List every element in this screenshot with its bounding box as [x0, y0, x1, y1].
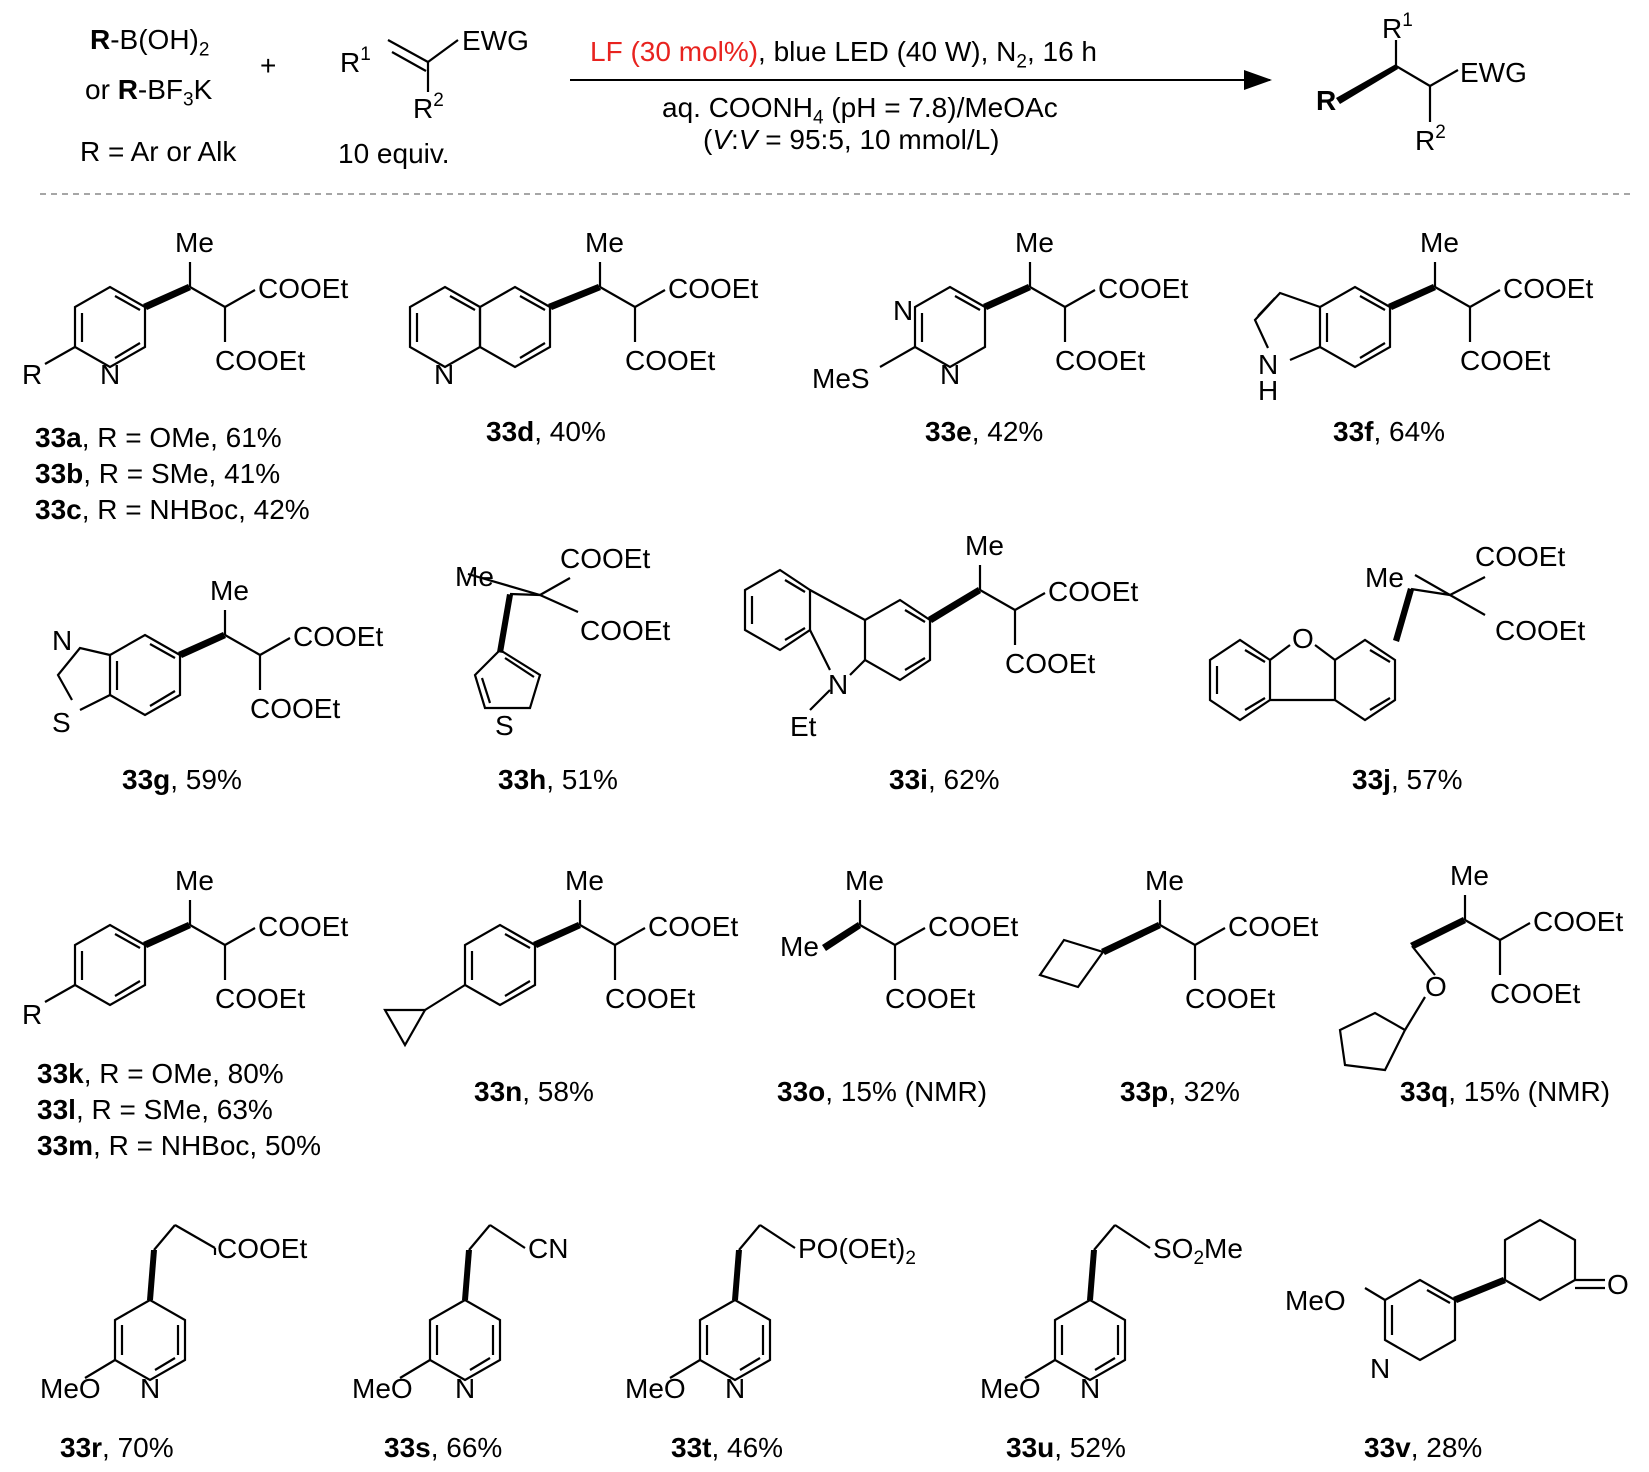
product-r1: $R^1$	[1382, 10, 1413, 44]
label-33e: 33e, 42%	[925, 416, 1044, 447]
product-r2: $R^2$	[1415, 122, 1446, 156]
so2me-33u: $SO_2Me$	[1153, 1233, 1243, 1269]
n-33f: N	[1258, 349, 1279, 380]
me-33p: Me	[1145, 865, 1184, 896]
label-33u: 33u, 52%	[1006, 1432, 1126, 1463]
alkene-equiv: 10 equiv.	[338, 138, 450, 169]
cooet-33k-1: COOEt	[258, 911, 349, 942]
o-33j: O	[1292, 623, 1314, 654]
label-33j: 33j, 57%	[1352, 764, 1463, 795]
reagent-boronic-acid: $R-B(OH)_2$	[90, 24, 210, 61]
cooet-33g-2: COOEt	[250, 693, 341, 724]
n-33t: N	[725, 1373, 746, 1404]
label-33f: 33f, 64%	[1333, 416, 1446, 447]
structure-33o	[860, 900, 925, 980]
r-33a: R	[22, 359, 43, 390]
cooet-33p-1: COOEt	[1228, 911, 1319, 942]
structure-33u	[1025, 1225, 1150, 1380]
cooet-33o-2: COOEt	[885, 983, 976, 1014]
me-33e: Me	[1015, 227, 1054, 258]
n-33e-2: N	[940, 359, 961, 390]
label-33p: 33p, 32%	[1120, 1076, 1240, 1107]
label-33r: 33r, 70%	[60, 1432, 174, 1463]
cooet-33f-1: COOEt	[1503, 273, 1594, 304]
me-33d: Me	[585, 227, 624, 258]
cooet-33e-1: COOEt	[1098, 273, 1189, 304]
label-33l: 33l, R = SMe, 63%	[37, 1094, 273, 1125]
o-33v: O	[1607, 1269, 1629, 1300]
cooet-33r: COOEt	[217, 1233, 308, 1264]
cooet-33g-1: COOEt	[293, 621, 384, 652]
cooet-33q-1: COOEt	[1533, 906, 1624, 937]
cooet-33j-1: COOEt	[1475, 541, 1566, 572]
label-33s: 33s, 66%	[384, 1432, 503, 1463]
n-33u: N	[1080, 1373, 1101, 1404]
alkene-reactant	[388, 40, 458, 92]
label-33k: 33k, R = OMe, 80%	[37, 1058, 284, 1089]
reagent-trifluoroborate: or $R-BF_3K$	[85, 74, 213, 111]
alkene-ewg: EWG	[462, 25, 529, 56]
solvent-conditions: aq. $COONH_4$ (pH = 7.8)/MeOAc	[662, 92, 1058, 129]
n-33e-1: N	[893, 295, 914, 326]
me-33o-1: Me	[845, 865, 884, 896]
structure-33n	[385, 900, 645, 1045]
photocatalyst-label: LF (30 mol%)	[590, 36, 759, 67]
cooet-33h-2: COOEt	[580, 615, 671, 646]
structure-33r	[85, 1225, 215, 1380]
label-33t: 33t, 46%	[671, 1432, 784, 1463]
me-33o-2: Me	[780, 931, 819, 962]
cooet-33p-2: COOEt	[1185, 983, 1276, 1014]
solvent-ratio: (V:V = 95:5, 10 mmol/L)	[703, 124, 1000, 155]
product-r: R	[1316, 85, 1337, 116]
n-33i: N	[828, 669, 849, 700]
cooet-33d-2: COOEt	[625, 345, 716, 376]
reaction-conditions: LF (30 mol%), blue LED (40 W), $N_2$, 16 h	[590, 36, 1097, 73]
cooet-33i-2: COOEt	[1005, 648, 1096, 679]
po-33t: $PO(OEt)_2$	[798, 1233, 916, 1269]
me-33n: Me	[565, 865, 604, 896]
n-33s: N	[455, 1373, 476, 1404]
structure-33i	[745, 565, 1045, 710]
cooet-33a-2: COOEt	[215, 345, 306, 376]
product-ewg: EWG	[1460, 57, 1527, 88]
cooet-33k-2: COOEt	[215, 983, 306, 1014]
s-33g: S	[52, 707, 71, 738]
n-33v: N	[1370, 1353, 1391, 1384]
cooet-33e-2: COOEt	[1055, 345, 1146, 376]
me-33f: Me	[1420, 227, 1459, 258]
meo-33r: MeO	[40, 1373, 101, 1404]
label-33q: 33q, 15% (NMR)	[1400, 1076, 1611, 1107]
label-33h: 33h, 51%	[498, 764, 618, 795]
et-33i: Et	[790, 711, 817, 742]
cooet-33d-1: COOEt	[668, 273, 759, 304]
cooet-33i-1: COOEt	[1048, 576, 1139, 607]
cooet-33a-1: COOEt	[258, 273, 349, 304]
label-33g: 33g, 59%	[122, 764, 242, 795]
label-33d: 33d, 40%	[486, 416, 606, 447]
mes-33e: MeS	[812, 363, 870, 394]
n-33r: N	[140, 1373, 161, 1404]
reagent-r-definition: R = Ar or Alk	[80, 136, 237, 167]
cooet-33h-1: COOEt	[560, 543, 651, 574]
cooet-33n-2: COOEt	[605, 983, 696, 1014]
cooet-33o-1: COOEt	[928, 911, 1019, 942]
label-33a: 33a, R = OMe, 61%	[35, 422, 282, 453]
n-33a: N	[100, 359, 121, 390]
h-33f: H	[1258, 375, 1279, 406]
meo-33s: MeO	[352, 1373, 413, 1404]
me-33k: Me	[175, 865, 214, 896]
structure-33p	[1040, 900, 1225, 987]
me-33j: Me	[1365, 562, 1404, 593]
o-33q: O	[1425, 971, 1447, 1002]
label-33v: 33v, 28%	[1364, 1432, 1483, 1463]
cooet-33f-2: COOEt	[1460, 345, 1551, 376]
structure-33j	[1210, 575, 1485, 720]
me-33a: Me	[175, 227, 214, 258]
label-33b: 33b, R = SMe, 41%	[35, 458, 281, 489]
label-33o: 33o, 15% (NMR)	[777, 1076, 988, 1107]
r-33k: R	[22, 999, 43, 1030]
me-33h: Me	[455, 561, 494, 592]
meo-33t: MeO	[625, 1373, 686, 1404]
me-33g: Me	[210, 575, 249, 606]
me-33q: Me	[1450, 860, 1489, 891]
alkene-r1: $R^1$	[340, 44, 371, 78]
meo-33u: MeO	[980, 1373, 1041, 1404]
plus-sign: +	[260, 50, 277, 81]
cn-33s: CN	[528, 1233, 569, 1264]
label-33n: 33n, 58%	[474, 1076, 594, 1107]
label-33i: 33i, 62%	[889, 764, 1000, 795]
n-33g: N	[52, 625, 73, 656]
s-33h: S	[495, 710, 514, 741]
label-33m: 33m, R = NHBoc, 50%	[37, 1130, 322, 1161]
cooet-33j-2: COOEt	[1495, 615, 1586, 646]
cooet-33n-1: COOEt	[648, 911, 739, 942]
label-33c: 33c, R = NHBoc, 42%	[35, 494, 310, 525]
n-33d: N	[434, 359, 455, 390]
meo-33v: MeO	[1285, 1285, 1346, 1316]
structure-33s	[400, 1225, 525, 1380]
structure-33t	[670, 1225, 795, 1380]
me-33i: Me	[965, 530, 1004, 561]
alkene-r2: $R^2$	[413, 90, 444, 124]
cooet-33q-2: COOEt	[1490, 978, 1581, 1009]
